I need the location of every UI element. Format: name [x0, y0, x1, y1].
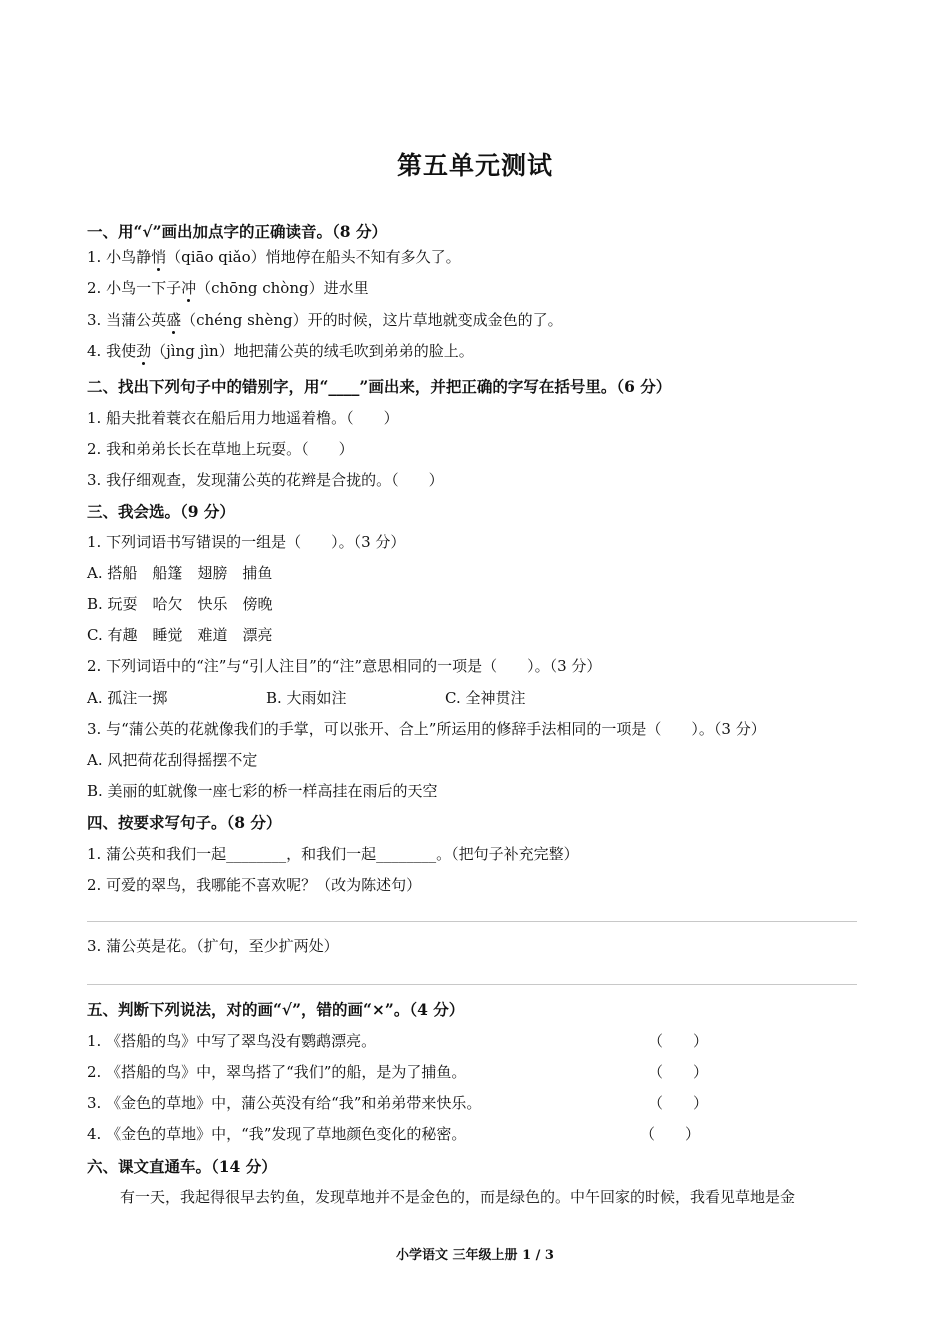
s1-q3-post: （chéng shèng）开的时候，这片草地就变成金色的了。 — [181, 311, 563, 329]
s2-question-2: 2. 我和弟弟长长在草地上玩耍。（ ） — [87, 440, 354, 458]
s6-passage: 有一天，我起得很早去钓鱼，发现草地并不是金色的，而是绿色的。中午回家的时候，我看见草地是金 — [120, 1188, 796, 1206]
s3-q1-option-b: B. 玩耍 哈欠 快乐 傍晚 — [87, 595, 273, 613]
section-1-heading: 一、用“√”画出加点字的正确读音。（8 分） — [87, 222, 387, 241]
s2-question-1: 1. 船夫批着蓑衣在船后用力地遥着橹。（ ） — [87, 409, 399, 427]
s3-q2-option-b: B. 大雨如注 — [266, 689, 347, 707]
s5-statement-2: 2. 《搭船的鸟》中，翠鸟搭了“我们”的船，是为了捕鱼。 — [87, 1063, 467, 1081]
s1-question-2 — [87, 277, 369, 298]
s1-q2-post: （chōng chòng）进水里 — [196, 279, 369, 297]
s3-q1-option-a: A. 搭船 船篷 翅膀 捕鱼 — [87, 564, 273, 582]
s4-question-3: 3. 蒲公英是花。（扩句，至少扩两处） — [87, 937, 339, 955]
s3-q3-option-a: A. 风把荷花刮得摇摆不定 — [87, 751, 258, 769]
s1-q2-pre: 2. 小鸟一下子 — [87, 279, 182, 297]
s1-q4-pre: 4. 我使 — [87, 342, 137, 360]
section-2-heading: 二、找出下列句子中的错别字，用“____”画出来，并把正确的字写在括号里。（6 分） — [87, 377, 672, 396]
s5-statement-3: 3. 《金色的草地》中，蒲公英没有给“我”和弟弟带来快乐。 — [87, 1094, 482, 1112]
s3-q3-option-b: B. 美丽的虹就像一座七彩的桥一样高挂在雨后的天空 — [87, 782, 438, 800]
s3-q1-option-c: C. 有趣 睡觉 难道 漂亮 — [87, 626, 273, 644]
s1-question-1 — [87, 246, 461, 267]
section-6-heading: 六、课文直通车。（14 分） — [87, 1157, 277, 1176]
s1-q1-post: （qiāo qiǎo）悄地停在船头不知有多久了。 — [166, 248, 461, 266]
section-3-heading: 三、我会选。（9 分） — [87, 502, 235, 521]
page-footer: 小学语文 三年级上册 1 / 3 — [396, 1248, 554, 1263]
s1-question-4 — [87, 340, 474, 361]
section-4-heading: 四、按要求写句子。（8 分） — [87, 813, 282, 832]
s5-answer-paren-3: （ ） — [648, 1094, 709, 1112]
s1-q3-pre: 3. 当蒲公英 — [87, 311, 167, 329]
answer-line — [87, 984, 857, 985]
s5-answer-paren-2: （ ） — [648, 1063, 709, 1081]
s1-q2-dotted-char: 冲 — [181, 279, 197, 297]
s3-question-3: 3. 与“蒲公英的花就像我们的手掌，可以张开、合上”所运用的修辞手法相同的一项是（ ）。（3 分） — [87, 720, 766, 738]
answer-line — [87, 921, 857, 922]
page-title: 第五单元测试 — [396, 151, 553, 180]
section-5-heading: 五、判断下列说法，对的画“√”，错的画“×”。（4 分） — [87, 1000, 465, 1019]
s4-question-1: 1. 蒲公英和我们一起________，和我们一起________。（把句子补充完整） — [87, 845, 579, 863]
s4-question-2: 2. 可爱的翠鸟，我哪能不喜欢呢？（改为陈述句） — [87, 876, 422, 894]
s2-question-3: 3. 我仔细观查，发现蒲公英的花辫是合拢的。（ ） — [87, 471, 444, 489]
s1-q1-pre: 1. 小鸟静 — [87, 248, 152, 266]
s1-q4-post: （jìng jìn）地把蒲公英的绒毛吹到弟弟的脸上。 — [151, 342, 474, 360]
s3-question-1: 1. 下列词语书写错误的一组是（ ）。（3 分） — [87, 533, 406, 551]
s3-q2-option-a: A. 孤注一掷 — [87, 689, 168, 707]
s1-q3-dotted-char: 盛 — [166, 311, 182, 329]
s5-answer-paren-4: （ ） — [640, 1125, 701, 1143]
s1-q4-dotted-char: 劲 — [136, 342, 152, 360]
s1-q1-dotted-char: 悄 — [151, 248, 167, 266]
s5-statement-1: 1. 《搭船的鸟》中写了翠鸟没有鹦鹉漂亮。 — [87, 1032, 377, 1050]
s5-answer-paren-1: （ ） — [648, 1032, 709, 1050]
s5-statement-4: 4. 《金色的草地》中，“我”发现了草地颜色变化的秘密。 — [87, 1125, 467, 1143]
s3-question-2: 2. 下列词语中的“注”与“引人注目”的“注”意思相同的一项是（ ）。（3 分） — [87, 657, 602, 675]
s3-q2-option-c: C. 全神贯注 — [445, 689, 526, 707]
s1-question-3 — [87, 309, 563, 330]
